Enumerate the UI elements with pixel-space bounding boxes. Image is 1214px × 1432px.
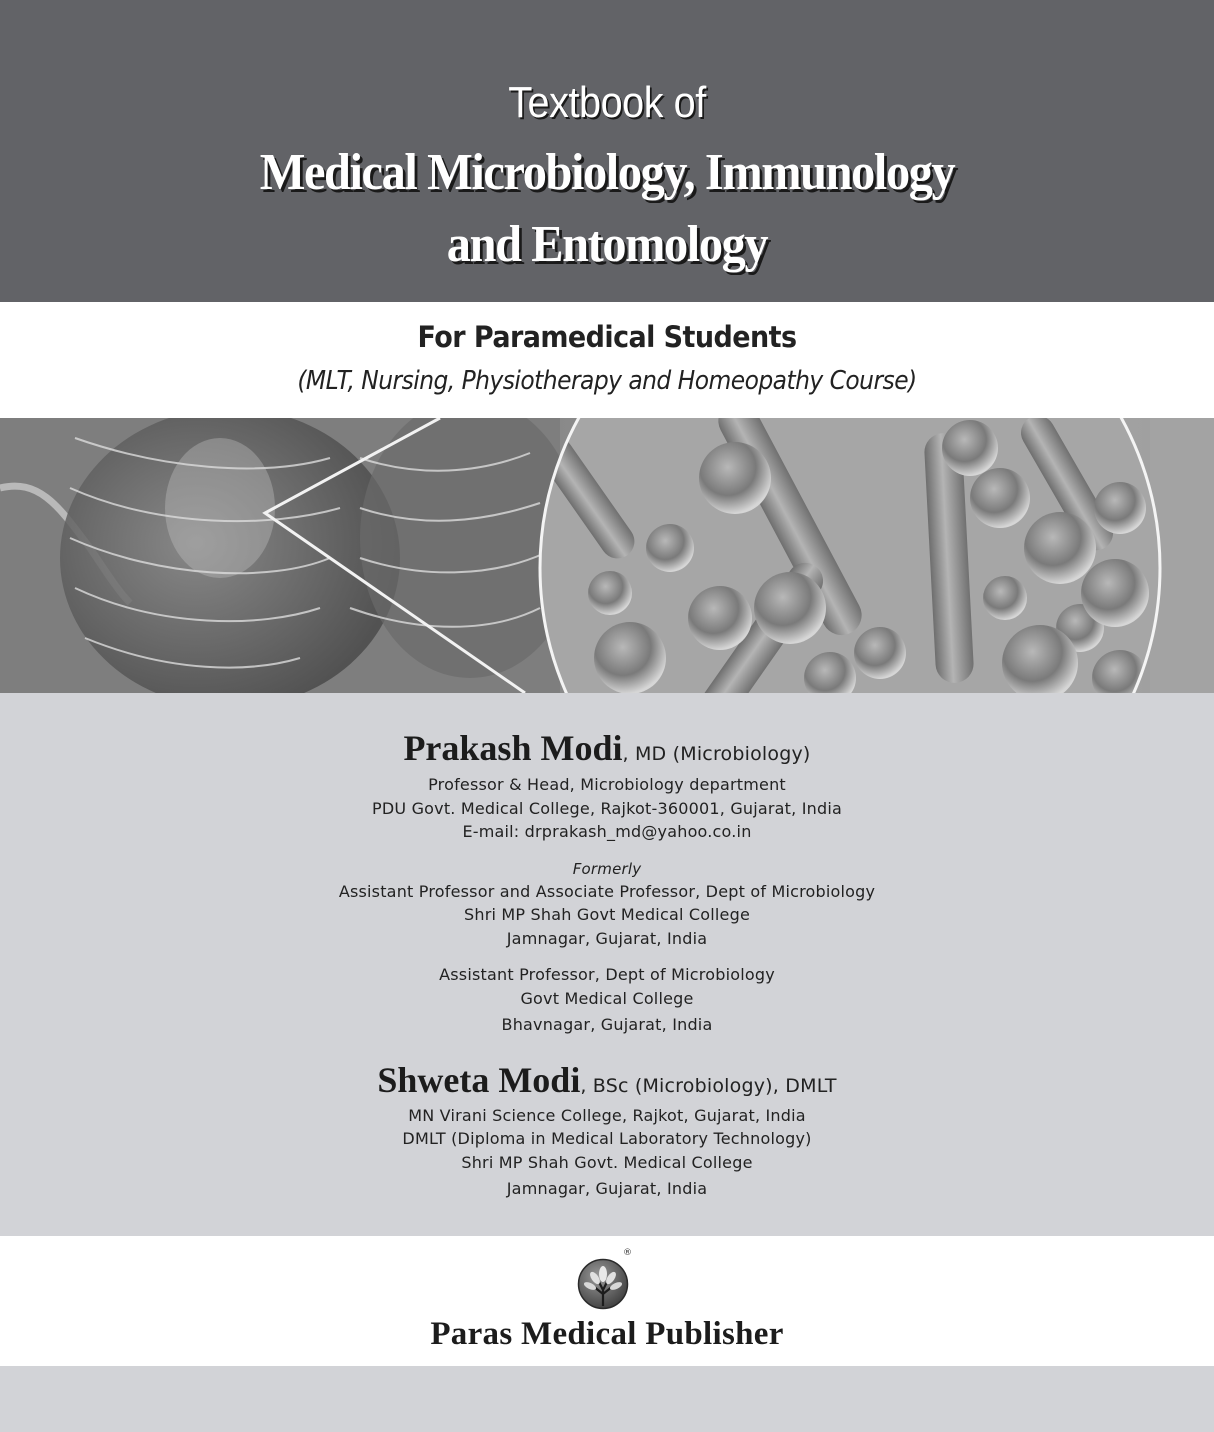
bottom-strip — [0, 1366, 1214, 1432]
authors-section — [0, 693, 1214, 1236]
subtitle-band — [0, 302, 1214, 418]
cover-illustration — [0, 418, 1214, 693]
lungs-bacteria-illustration — [0, 418, 1214, 693]
former-position: Jamnagar, Gujarat, India — [506, 929, 708, 948]
author-heading — [0, 727, 1214, 769]
former-position: Shri MP Shah Govt Medical College — [464, 905, 750, 924]
author-credentials: , MD (Microbiology) — [622, 743, 811, 765]
title-band — [0, 0, 1214, 302]
author-credentials: , BSc (Microbiology), DMLT — [580, 1075, 837, 1097]
former-position: Assistant Professor, Dept of Microbiology — [439, 965, 775, 984]
author-heading — [0, 1059, 1214, 1101]
author-affiliation: Professor & Head, Microbiology department — [428, 775, 786, 794]
registered-mark: ® — [623, 1248, 632, 1258]
title-line-1: Medical Microbiology, Immunology — [259, 144, 955, 201]
former-position: Govt Medical College — [520, 989, 694, 1008]
courses-subtitle: (MLT, Nursing, Physiotherapy and Homeopathy Course) — [297, 366, 917, 396]
title-prefix: Textbook of — [508, 78, 706, 127]
author-affiliation: Shri MP Shah Govt. Medical College — [461, 1153, 753, 1172]
author-email: E-mail: drprakash_md@yahoo.co.in — [462, 822, 752, 841]
author-name: Prakash Modi — [403, 728, 623, 768]
publisher-name: Paras Medical Publisher — [430, 1316, 784, 1352]
tree-in-circle-icon — [577, 1258, 629, 1310]
author-affiliation: MN Virani Science College, Rajkot, Gujarat, India — [408, 1106, 806, 1125]
title-line-2: and Entomology — [446, 216, 768, 273]
author-affiliation: DMLT (Diploma in Medical Laboratory Technology) — [402, 1129, 812, 1148]
formerly-label: Formerly — [572, 860, 642, 878]
former-position: Assistant Professor and Associate Professor, Dept of Microbiology — [338, 882, 876, 901]
publisher-footer — [0, 1236, 1214, 1366]
author-name: Shweta Modi — [377, 1060, 581, 1100]
subtitle: For Paramedical Students — [417, 320, 797, 354]
author-affiliation: Jamnagar, Gujarat, India — [506, 1179, 708, 1198]
former-position: Bhavnagar, Gujarat, India — [501, 1015, 713, 1034]
author-affiliation: PDU Govt. Medical College, Rajkot-360001, Gujarat, India — [372, 799, 842, 818]
